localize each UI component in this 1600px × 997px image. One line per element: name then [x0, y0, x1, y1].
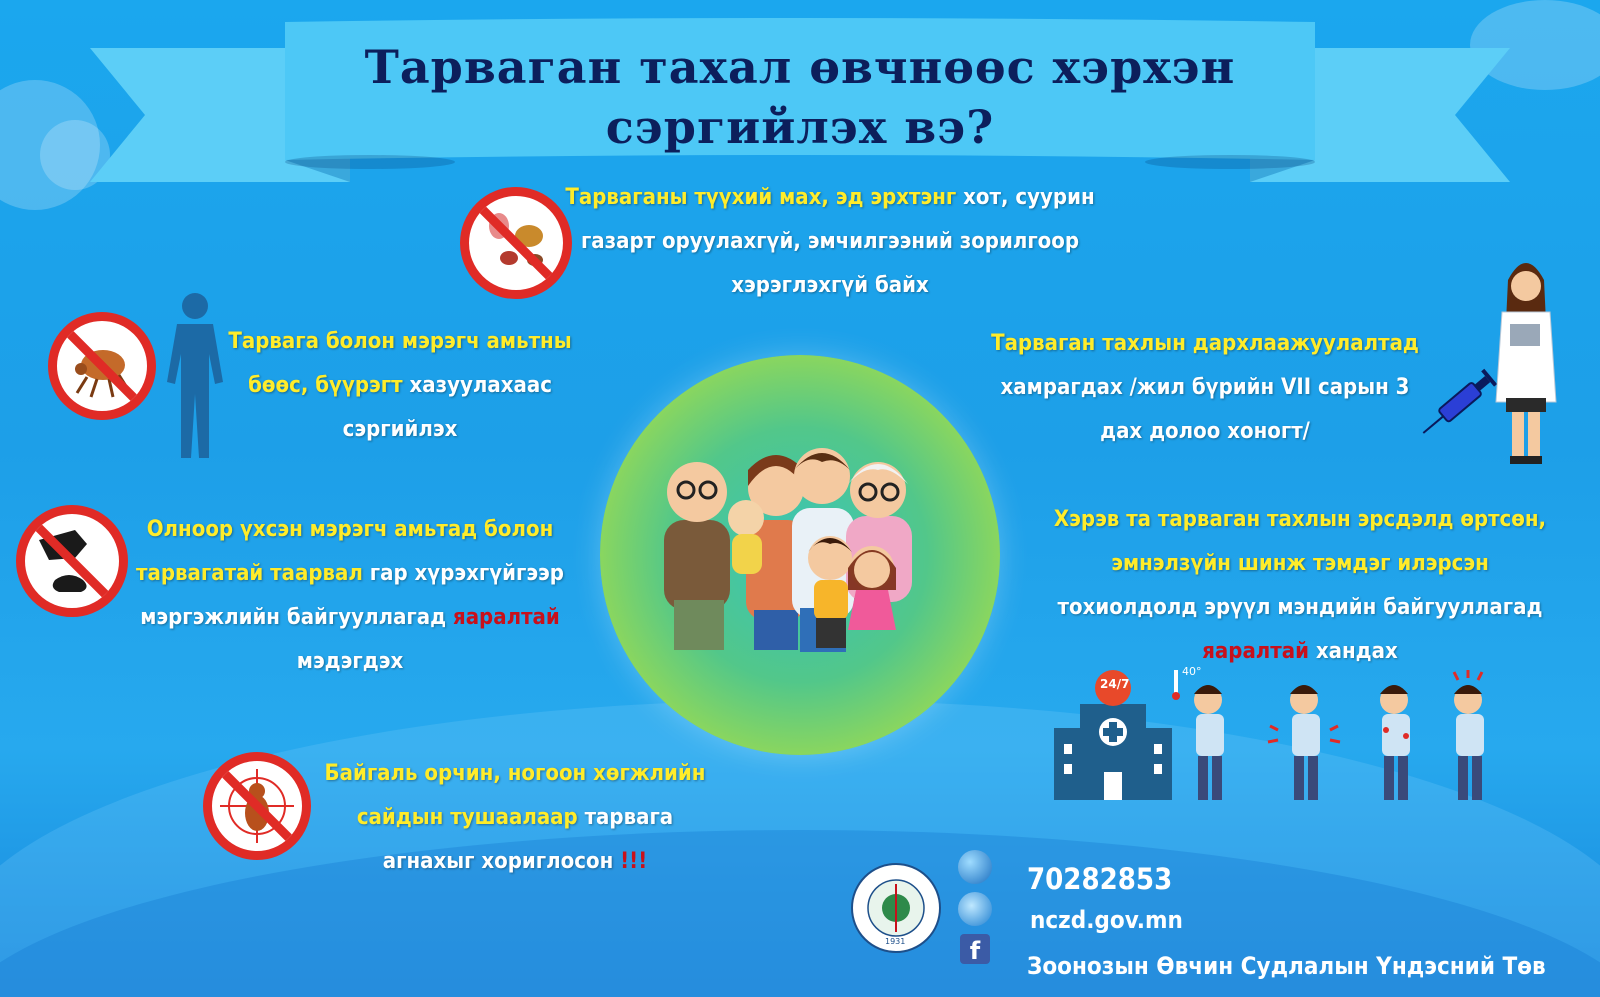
family-illustration [650, 440, 950, 660]
tip-flea-bite-line-1: Тарвага болон мэрэгч амьтны [228, 329, 572, 354]
tip-flea-bite-line-3: сэргийлэх [342, 417, 458, 442]
tip-hunting-ban-line-3: агнахыг хориглосон !!! [382, 849, 648, 874]
logo-year: 1931 [885, 937, 906, 946]
page-title-line-1: Тарваган тахал өвчнөөс хэрхэн [364, 40, 1236, 94]
tip-hunting-ban-line-1: Байгаль орчин, ногоон хөгжлийн [324, 761, 706, 786]
thermometer-label: 40° [1182, 665, 1202, 678]
tip-raw-meat-line-3: хэрэглэхгүй байх [731, 273, 929, 298]
tip-vaccination [990, 322, 1420, 454]
sick-person-icon [1170, 670, 1500, 804]
tip-dead-animals [120, 508, 580, 684]
tip-vaccination-line-1: Тарваган тахлын дархлаажуулалтад [991, 331, 1419, 356]
tip-dead-animals-line-3: мэргэжлийн байгууллагад яаралтай [140, 605, 560, 630]
no-flea-icon [48, 312, 156, 420]
hospital-247-badge: 24/7 [1100, 677, 1130, 691]
tip-raw-meat-line-2: газарт оруулахгүй, эмчилгээний зорилгоор [580, 229, 1080, 254]
doctor-icon [1490, 252, 1562, 467]
no-hunting-icon [203, 752, 311, 860]
tip-hunting-ban-line-2: сайдын тушаалаар тарвага [356, 805, 674, 830]
tip-seek-care-line-1: Хэрэв та тарваган тахлын эрсдэлд өртсөн, [1053, 507, 1547, 532]
tip-seek-care-line-3: тохиолдолд эрүүл мэндийн байгууллагад [1057, 595, 1543, 620]
facebook-icon: f [960, 934, 990, 964]
tip-seek-care [1050, 498, 1550, 674]
tip-dead-animals-line-4: мэдэгдэх [296, 649, 404, 674]
tip-hunting-ban [310, 752, 720, 884]
tip-flea-bite-line-2: бөөс, бүүрэгт хазуулахаас [248, 373, 552, 398]
page-title-line-2: сэргийлэх вэ? [605, 100, 995, 154]
tip-raw-meat [540, 176, 1120, 308]
globe-icon [958, 892, 992, 926]
contact-phone: 70282853 [1027, 862, 1173, 896]
tip-dead-animals-line-2: тарвагатай таарвал гар хүрэхгүйгээр [136, 561, 564, 586]
tip-vaccination-line-3: дах долоо хоногт/ [1100, 419, 1310, 444]
contact-facebook: Зоонозын Өвчин Судлалын Үндэсний Төв [1027, 952, 1546, 980]
tip-raw-meat-line-1: Тарваганы түүхий мах, эд эрхтэнг хот, суурин [565, 185, 1095, 210]
tip-seek-care-line-2: эмнэлзүйн шинж тэмдэг илэрсэн [1111, 551, 1489, 576]
tip-flea-bite [220, 320, 580, 452]
tip-dead-animals-line-1: Олноор үхсэн мэрэгч амьтад болон [146, 517, 554, 542]
contact-website: nczd.gov.mn [1030, 906, 1183, 934]
no-touch-icon [16, 505, 128, 617]
tip-seek-care-line-4: яаралтай хандах [1202, 639, 1398, 664]
tip-vaccination-line-2: хамрагдах /жил бүрийн VII сарын 3 [1000, 375, 1410, 400]
phone-icon [958, 850, 992, 884]
